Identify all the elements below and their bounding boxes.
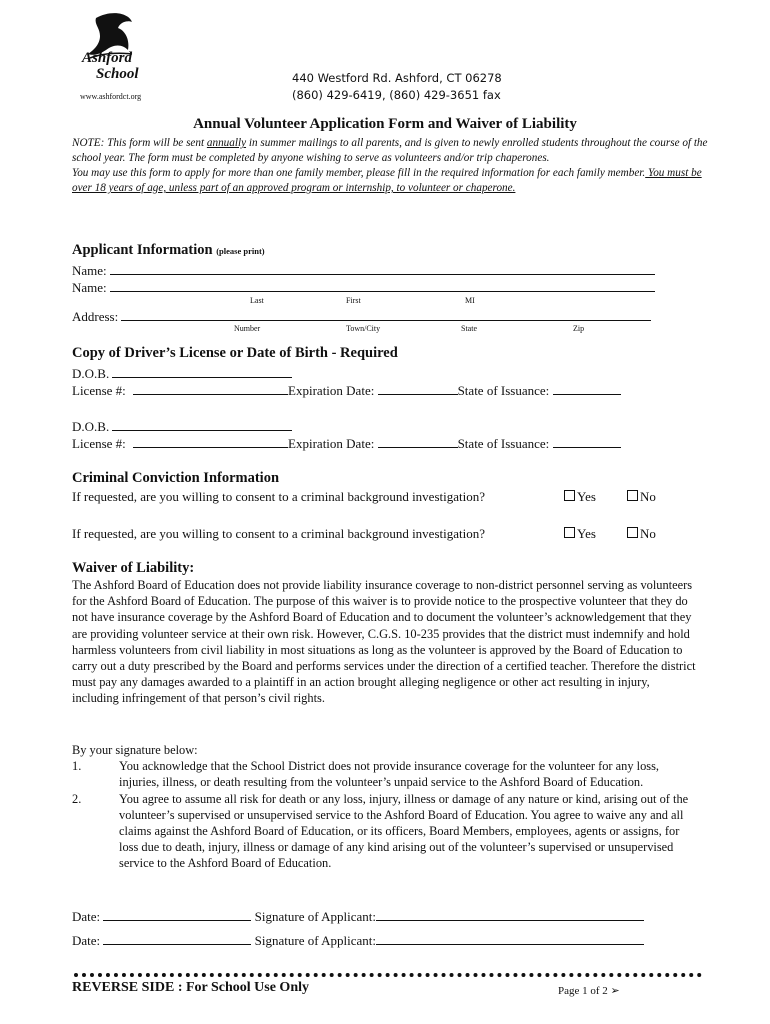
note-text-rest: in summer mailings to all parents, and is given to newly enrolled students throughout the course of the school year. The form must be completed by anyone wishing to serve as volunteers and/or trip chaperones. [72, 137, 708, 164]
signature-row-1 [72, 908, 644, 925]
criminal-question-1: If requested, are you willing to consent to a criminal background investigation? [72, 489, 485, 504]
date-field-2[interactable] [103, 932, 251, 945]
sub-first: First [346, 296, 361, 305]
waiver-list [72, 742, 697, 872]
name-field-1[interactable] [110, 262, 655, 275]
yes-label: Yes [577, 489, 596, 504]
sub-last: Last [250, 296, 264, 305]
criminal-question-2: If requested, are you willing to consent to a criminal background investigation? [72, 526, 485, 541]
list-item [72, 758, 697, 790]
phone-line: (860) 429-6419, (860) 429-3651 fax [292, 88, 501, 102]
note-text: NOTE: This form will be sent [72, 137, 207, 149]
sub-town: Town/City [346, 324, 381, 333]
dob-row-2 [72, 418, 292, 435]
license-field-1[interactable] [133, 382, 288, 395]
dob-row-1 [72, 365, 292, 382]
name-label: Name: [72, 263, 107, 278]
name-row-1 [72, 262, 655, 279]
state-field-1[interactable] [553, 382, 621, 395]
item-text: You agree to assume all risk for death or any loss, injury, illness or damage of any nature or kind, arising out of the volunteer’s supervised or unsupervised service to the Ashford Board of Education. You agree to waive any and all claims against the Ashford Board of Education, or its officers, Board Members, employees, agents or assigns, for loss due to death, injury, illness or damage of any kind arising out of the volunteer’s supervised or unsupervised service to the Ashford Board of Education. [119, 791, 689, 871]
license-heading: Copy of Driver’s License or Date of Birth - Required [72, 345, 398, 361]
yes-label: Yes [577, 526, 596, 541]
item-number: 2. [72, 791, 82, 806]
no-label: No [640, 489, 656, 504]
signature-label: Signature of Applicant: [254, 933, 376, 948]
dob-label: D.O.B. [72, 366, 110, 381]
checkbox-icon[interactable] [564, 527, 575, 538]
applicant-heading-text: Applicant Information [72, 242, 213, 258]
signature-field-2[interactable] [376, 932, 644, 945]
license-row-2 [72, 435, 621, 452]
no-option-2[interactable] [627, 526, 656, 542]
logo-text-school: School [96, 66, 139, 82]
license-label: License #: [72, 383, 126, 398]
school-address [292, 70, 502, 104]
name-label: Name: [72, 280, 107, 295]
date-label: Date: [72, 909, 101, 924]
yes-option-2[interactable] [564, 526, 596, 542]
address-field[interactable] [121, 308, 651, 321]
website-url[interactable]: www.ashfordct.org [80, 92, 142, 101]
form-note [72, 136, 712, 196]
date-label: Date: [72, 933, 101, 948]
yes-option-1[interactable] [564, 489, 596, 505]
checkbox-icon[interactable] [627, 527, 638, 538]
sub-number: Number [234, 324, 261, 333]
license-label: License #: [72, 436, 126, 451]
dob-field-1[interactable] [112, 365, 292, 378]
signature-row-2 [72, 932, 644, 949]
dob-field-2[interactable] [112, 418, 292, 431]
list-item [72, 791, 697, 872]
checkbox-icon[interactable] [627, 490, 638, 501]
no-label: No [640, 526, 656, 541]
applicant-heading [72, 242, 265, 259]
sub-mi: MI [465, 296, 475, 305]
no-option-1[interactable] [627, 489, 656, 505]
state-label: State of Issuance: [457, 383, 550, 398]
license-field-2[interactable] [133, 435, 288, 448]
waiver-paragraph: The Ashford Board of Education does not provide liability insurance coverage to non-district personnel serving as volunteers for the Ashford Board of Education. The purpose of this waiver is to provide notice to the prospective volunteer that they do not have insurance coverage by the Ashford Board of Education and to document the volunteer’s acknowledgement that they are providing volunteer service at their own risk. However, C.G.S. 10-235 provides that the district must indemnify and hold harmless volunteers from civil liability in most situations as long as the volunteer is approved by the Board of Education to carry out a duty prescribed by the Board and performs services under the direction of a certified teacher. Therefore the district must pay any damages awarded to a plaintiff in an action brought alleging negligence or other act resulting in injury, including infringement of that person’s civil rights. [72, 578, 696, 706]
sub-zip: Zip [573, 324, 585, 333]
address-row [72, 308, 651, 325]
waiver-intro: By your signature below: [72, 743, 198, 757]
exp-field-2[interactable] [378, 435, 458, 448]
waiver-heading: Waiver of Liability: [72, 560, 195, 576]
note-annually: annually [206, 137, 247, 149]
item-number: 1. [72, 759, 82, 774]
page-number: Page 1 of 2 ➢ [558, 985, 620, 997]
state-field-2[interactable] [553, 435, 621, 448]
exp-field-1[interactable] [378, 382, 458, 395]
note-line2: You may use this form to apply for more than one family member, please fill in the required information for each family member. [72, 167, 646, 179]
logo-text-ashford: Ashford [82, 50, 133, 66]
address-line: 440 Westford Rd. Ashford, CT 06278 [292, 71, 502, 85]
reverse-side-note: REVERSE SIDE : For School Use Only [72, 980, 310, 995]
note-age-requirement: You must be over 18 years of age, unless part of an approved program or internship, to volunteer or chaperone. [72, 167, 702, 194]
checkbox-icon[interactable] [564, 490, 575, 501]
school-logo [70, 10, 160, 90]
exp-label: Expiration Date: [288, 436, 375, 451]
dotted-divider [74, 973, 702, 977]
signature-label: Signature of Applicant: [254, 909, 376, 924]
please-print-note: (please print) [216, 246, 265, 256]
name-row-2 [72, 279, 655, 296]
name-field-2[interactable] [110, 279, 655, 292]
date-field-1[interactable] [103, 908, 251, 921]
sub-state: State [461, 324, 477, 333]
item-text: You acknowledge that the School District does not provide insurance coverage for the volunteer for any loss, injuries, illness, or death resulting from the volunteer’s unpaid service to the Ashford Board of Education. [119, 759, 660, 790]
criminal-heading: Criminal Conviction Information [72, 470, 280, 486]
license-row-1 [72, 382, 621, 399]
dob-label: D.O.B. [72, 419, 110, 434]
state-label: State of Issuance: [457, 436, 550, 451]
signature-field-1[interactable] [376, 908, 644, 921]
form-title: Annual Volunteer Application Form and Waiver of Liability [193, 116, 577, 132]
exp-label: Expiration Date: [288, 383, 375, 398]
address-label: Address: [72, 309, 119, 324]
